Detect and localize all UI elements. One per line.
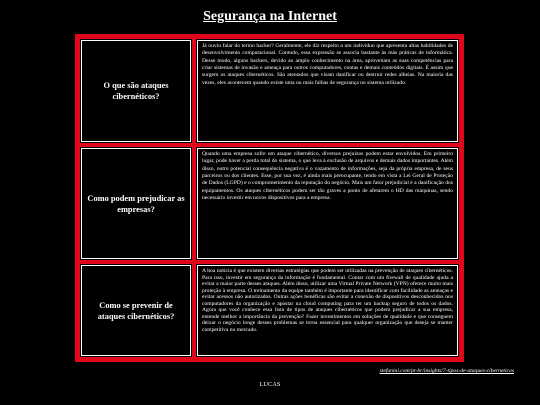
question-cell <box>81 148 191 259</box>
question-heading: O que são ataques cibernéticos? <box>103 81 169 101</box>
answer-cell <box>197 148 458 259</box>
info-row-impact <box>81 148 458 259</box>
author-name: LUCAS <box>259 381 281 388</box>
question-cell <box>81 40 191 142</box>
answer-cell <box>197 40 458 142</box>
info-row-definition <box>81 40 458 142</box>
answer-cell <box>197 265 458 356</box>
answer-paragraph: Quando uma empresa sofre um ataque cibernético, diversos prejuízos podem estar envolvidos. Em primeiro lugar, pode haver a perda total do sistema, o que leva à exclusão de arquivos e demais dados importantes. Além disso, outro potencial consequência negativa é o vazamento de informações, seja da própria empresa, de seus parceiros ou dos clientes. Esse, por sua vez, é ainda mais preocupante, tendo em vista a Lei Geral de Proteção de Dados (LGPD) e o comprometimento da reputação do negócio. Mais um fator prejudicial é a danificação dos equipamentos. Os ataques cibernéticos podem ser tão graves a ponto de afetarem o HD das máquinas, sendo necessário investir em novos dispositivos para a empresa. <box>202 151 454 202</box>
question-cell <box>81 265 191 356</box>
info-row-prevention <box>81 265 458 356</box>
answer-paragraph: A boa notícia é que existem diversas estratégias que podem ser utilizadas na prevenção de ataques cibernéticos. Para isso, investir em segurança da informação é fundamental. Contar com um firewall de qualidade ajuda a evitar a maior parte desses ataques. Além disso, utilizar uma Virtual Private Network (VPN) oferece muito mais proteção à empresa. O treinamento da equipe também é importante para identificar com facilidade as ameaças e evitar acessos não autorizados. Outras ações benéficas são evitar a conexão de dispositivos desconhecidos nos computadores da organização e apostar na cloud computing para ter um backup seguro de todos os dados. Agora que você conhece essa lista de tipos de ataques cibernéticos que podem prejudicar a sua empresa, entende melhor a importância da prevenção? Fazer investimentos em soluções de qualidade e que conseguem deixar o negócio longe desses problemas se torna essencial para qualquer organização que deseja se manter competitiva no mercado. <box>202 268 453 333</box>
infographic-frame <box>75 34 464 362</box>
question-heading: Como se prevenir de ataques cibernéticos? <box>97 300 175 321</box>
page-title: Segurança na Internet <box>203 9 337 24</box>
answer-paragraph: Já ouviu falar do termo hacker? Geralmente, ele diz respeito a um indivíduo que apresenta altas habilidades de desenvolvimento computacional. Contudo, essa expressão se associa bastante às más práticas de informática. Desse modo, alguns hackers, devido ao amplo conhecimento na área, aproveitam as suas competências para criar sistemas de invasão e ameaça para outros computadores, contas e demais conteúdos digitais. É assim que surgem os ataques cibernéticos. São atentados que visam danificar ou destruir redes alheias. Na maioria das vezes, eles acontecem quando existe uma ou mais falhas de segurança no sistema utilizado. <box>202 43 453 86</box>
source-link[interactable]: stefanini.com/pt-br/insights/7-tipos-de-ataques-ciberneticos <box>379 368 514 374</box>
question-heading: Como podem prejudicar as empresas? <box>87 193 185 214</box>
